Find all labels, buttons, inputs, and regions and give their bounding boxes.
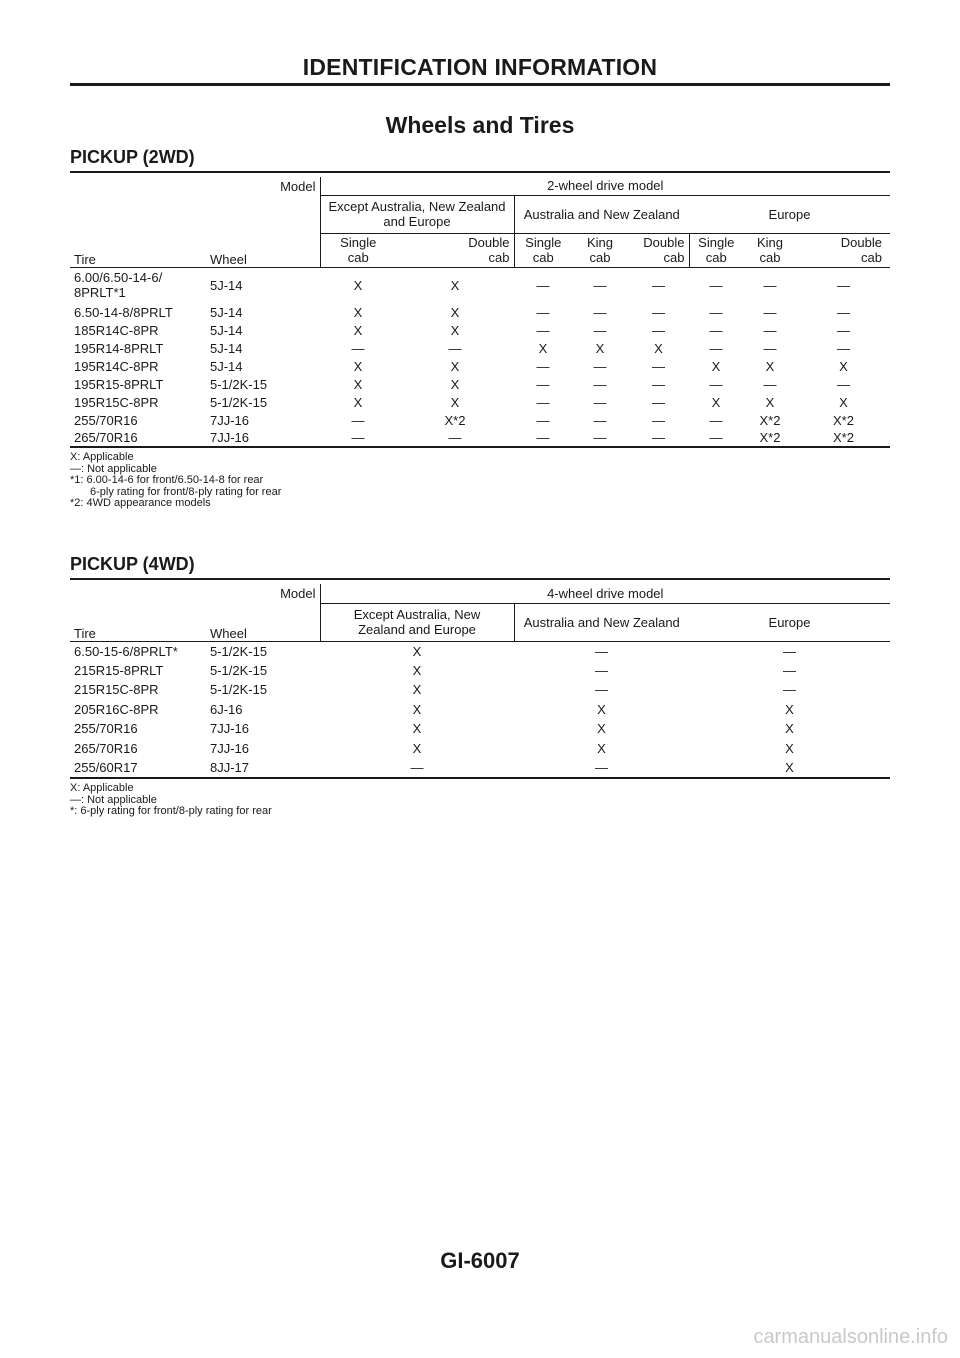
tire-cell: 195R14C-8PR <box>74 358 159 374</box>
wheel-cell: 6J-16 <box>210 701 243 717</box>
value-cell: X <box>353 304 363 320</box>
group-except-line1: Except Australia, New <box>353 607 481 622</box>
pickup-2wd-notes <box>70 452 281 510</box>
value-cell: — <box>709 304 723 320</box>
tire-cell: 185R14C-8PR <box>74 322 159 338</box>
sub-header: King cab <box>743 233 797 267</box>
value-cell: — <box>536 412 550 428</box>
model-value: 2-wheel drive model <box>320 177 890 195</box>
group-except-line1: Except Australia, New Zealand <box>328 199 506 214</box>
group-except-line2: Zealand and Europe <box>358 622 476 637</box>
note: —: Not applicable <box>70 462 157 475</box>
wheel-cell: 5-1/2K-15 <box>210 643 268 659</box>
table-row <box>70 357 890 375</box>
value-cell: X <box>412 682 422 698</box>
value-cell: — <box>536 304 550 320</box>
table-row <box>70 700 890 720</box>
note: X: Applicable <box>70 451 134 463</box>
value-cell: — <box>593 376 607 392</box>
tire-cell: 265/70R16 <box>70 429 206 447</box>
group-europe: Europe <box>689 603 890 641</box>
value-cell: X <box>353 277 363 293</box>
header-rule <box>70 83 890 86</box>
value-cell: — <box>783 682 796 698</box>
value-cell: X <box>450 358 460 374</box>
value-cell: — <box>709 322 723 338</box>
value-cell: — <box>837 277 850 293</box>
table-row <box>70 661 890 681</box>
value-cell: X <box>450 304 460 320</box>
wheel-cell: 7JJ-16 <box>210 721 250 737</box>
value-cell: X <box>785 701 794 717</box>
group-aus-nz: Australia and New Zealand <box>514 603 689 641</box>
table-row <box>70 339 890 357</box>
tire-cell: 265/70R16 <box>74 740 138 756</box>
table-row <box>70 393 890 411</box>
value-cell: X <box>450 376 460 392</box>
value-cell: X <box>597 721 606 737</box>
value-cell: X <box>765 394 775 410</box>
wheel-cell: 7JJ-16 <box>206 429 320 447</box>
wheel-cell: 5-1/2K-15 <box>210 682 268 698</box>
wheel-cell: 5J-14 <box>210 304 243 320</box>
value-cell: X <box>654 340 663 356</box>
value-cell: X <box>450 394 460 410</box>
tire-cell: 195R14-8PRLT <box>74 340 164 356</box>
wheel-cell: 7JJ-16 <box>210 740 250 756</box>
value-cell: — <box>448 340 462 356</box>
value-cell: — <box>652 358 665 374</box>
value-cell: X <box>711 394 721 410</box>
wheel-cell: 5-1/2K-15 <box>210 394 268 410</box>
table-row <box>70 375 890 393</box>
table-row <box>70 641 890 661</box>
tire-cell: 6.00/6.50-14-6/ <box>74 270 163 286</box>
wheel-cell: 5J-14 <box>210 277 243 293</box>
wheel-cell: 5J-14 <box>210 322 243 338</box>
value-cell: — <box>652 322 665 338</box>
value-cell: — <box>837 340 850 356</box>
value-cell: X*2 <box>444 412 466 428</box>
value-cell: X*2 <box>743 429 797 447</box>
table-row <box>70 429 890 447</box>
value-cell: X <box>785 721 794 737</box>
value-cell: — <box>783 643 796 659</box>
value-cell: X <box>595 340 605 356</box>
table-row <box>70 758 890 778</box>
value-cell: — <box>628 429 689 447</box>
tire-cell: 205R16C-8PR <box>74 701 159 717</box>
sub-header: King cab <box>572 233 628 267</box>
wheel-header: Wheel <box>206 233 320 267</box>
value-cell: X <box>839 358 848 374</box>
tire-header: Tire <box>70 603 206 641</box>
value-cell: — <box>593 322 607 338</box>
sub-header: Single cab <box>320 233 396 267</box>
group-except <box>320 195 514 233</box>
pickup-4wd-title: PICKUP (4WD) <box>70 554 195 574</box>
value-cell: — <box>593 277 607 293</box>
value-cell: — <box>514 758 689 778</box>
value-cell: — <box>514 429 572 447</box>
source-watermark: carmanualsonline.info <box>753 1326 948 1348</box>
value-cell: X*2 <box>797 429 890 447</box>
value-cell: — <box>763 277 777 293</box>
value-cell: — <box>763 376 777 392</box>
table-row <box>70 719 890 739</box>
page-number: GI-6007 <box>440 1248 520 1273</box>
value-cell: X <box>450 277 460 293</box>
value-cell: — <box>652 277 665 293</box>
value-cell: — <box>652 412 665 428</box>
value-cell: — <box>783 662 796 678</box>
group-europe: Europe <box>689 195 890 233</box>
tire-cell: 255/60R17 <box>70 758 206 778</box>
model-label: Model <box>280 178 316 194</box>
value-cell: X <box>785 740 794 756</box>
value-cell: — <box>709 412 723 428</box>
value-cell: X <box>711 358 721 374</box>
value-cell: X <box>597 740 606 756</box>
tire-cell: 6.50-14-8/8PRLT <box>74 304 173 320</box>
value-cell: — <box>689 429 743 447</box>
sub-header: Double cab <box>628 233 689 267</box>
table-row <box>70 411 890 429</box>
tire-cell: 215R15C-8PR <box>74 682 159 698</box>
value-cell: — <box>572 429 628 447</box>
note: *: 6-ply rating for front/8-ply rating for rear <box>70 805 272 817</box>
value-cell: — <box>709 376 723 392</box>
table-row <box>70 321 890 339</box>
group-except <box>320 603 514 641</box>
note: 6-ply rating for front/8-ply rating for rear <box>90 485 282 498</box>
value-cell: — <box>763 304 777 320</box>
value-cell: X <box>412 643 422 659</box>
tire-cell: 215R15-8PRLT <box>74 662 164 678</box>
note: —: Not applicable <box>70 793 157 806</box>
pickup-2wd-table <box>70 177 890 448</box>
value-cell: — <box>837 376 850 392</box>
value-cell: — <box>709 277 723 293</box>
group-aus-nz: Australia and New Zealand <box>514 195 689 233</box>
sub-header: Single cab <box>689 233 743 267</box>
value-cell: — <box>320 429 396 447</box>
sub-header: Double cab <box>797 233 890 267</box>
wheel-cell: 5J-14 <box>210 340 243 356</box>
value-cell: X <box>412 721 422 737</box>
value-cell: X <box>412 701 422 717</box>
table-row <box>70 739 890 759</box>
section-title: Wheels and Tires <box>385 112 575 138</box>
value-cell: X*2 <box>759 412 781 428</box>
value-cell: — <box>652 376 665 392</box>
note: *1: 6.00-14-6 for front/6.50-14-8 for rear <box>70 474 264 486</box>
value-cell: — <box>595 662 608 678</box>
value-cell: X <box>689 758 890 778</box>
tire-cell: 195R15C-8PR <box>74 394 159 410</box>
value-cell: — <box>837 304 850 320</box>
value-cell: — <box>351 340 365 356</box>
model-value: 4-wheel drive model <box>320 584 890 603</box>
value-cell: X*2 <box>833 412 854 428</box>
value-cell: X <box>597 701 606 717</box>
tire-header: Tire <box>70 233 206 267</box>
value-cell: X <box>450 322 460 338</box>
pickup-2wd-rule <box>70 171 890 173</box>
value-cell: — <box>536 358 550 374</box>
value-cell: — <box>536 394 550 410</box>
value-cell: X <box>353 358 363 374</box>
value-cell: — <box>652 394 665 410</box>
pickup-2wd-title: PICKUP (2WD) <box>70 147 195 167</box>
pickup-4wd-notes <box>70 783 272 818</box>
note: *2: 4WD appearance models <box>70 497 211 509</box>
value-cell: — <box>709 340 723 356</box>
tire-cell: 195R15-8PRLT <box>74 376 164 392</box>
value-cell: — <box>593 412 607 428</box>
wheel-header: Wheel <box>206 603 320 641</box>
wheel-cell: 8JJ-17 <box>206 758 320 778</box>
value-cell: X <box>412 662 422 678</box>
value-cell: — <box>593 358 607 374</box>
note: X: Applicable <box>70 782 134 794</box>
value-cell: X <box>765 358 775 374</box>
table-row <box>70 303 890 321</box>
value-cell: — <box>593 304 607 320</box>
pickup-4wd-table <box>70 584 890 779</box>
value-cell: — <box>595 643 608 659</box>
sub-header: Double cab <box>396 233 514 267</box>
wheel-cell: 5J-14 <box>210 358 243 374</box>
wheel-cell: 5-1/2K-15 <box>210 376 268 392</box>
tire-cell: 6.50-15-6/8PRLT* <box>74 643 178 659</box>
value-cell: — <box>320 758 514 778</box>
value-cell: — <box>396 429 514 447</box>
wheel-cell: 5-1/2K-15 <box>210 662 268 678</box>
value-cell: — <box>837 322 850 338</box>
value-cell: — <box>351 412 365 428</box>
value-cell: X <box>412 740 422 756</box>
table-row <box>70 267 890 303</box>
tire-cell-cont: 8PRLT*1 <box>74 285 126 301</box>
tire-cell: 255/70R16 <box>74 412 138 428</box>
value-cell: — <box>595 682 608 698</box>
value-cell: — <box>536 277 550 293</box>
value-cell: — <box>536 322 550 338</box>
table-row <box>70 680 890 700</box>
value-cell: X <box>353 322 363 338</box>
wheel-cell: 7JJ-16 <box>210 412 250 428</box>
group-except-line2: and Europe <box>383 214 451 229</box>
sub-header: Single cab <box>514 233 572 267</box>
value-cell: X <box>839 394 848 410</box>
value-cell: — <box>652 304 665 320</box>
value-cell: — <box>763 340 777 356</box>
tire-cell: 255/70R16 <box>74 721 138 737</box>
model-label: Model <box>280 586 316 601</box>
value-cell: — <box>763 322 777 338</box>
value-cell: X <box>353 394 363 410</box>
pickup-4wd-rule <box>70 578 890 580</box>
value-cell: X <box>538 340 548 356</box>
value-cell: X <box>353 376 363 392</box>
value-cell: — <box>536 376 550 392</box>
page-header: IDENTIFICATION INFORMATION <box>302 54 658 80</box>
value-cell: — <box>593 394 607 410</box>
